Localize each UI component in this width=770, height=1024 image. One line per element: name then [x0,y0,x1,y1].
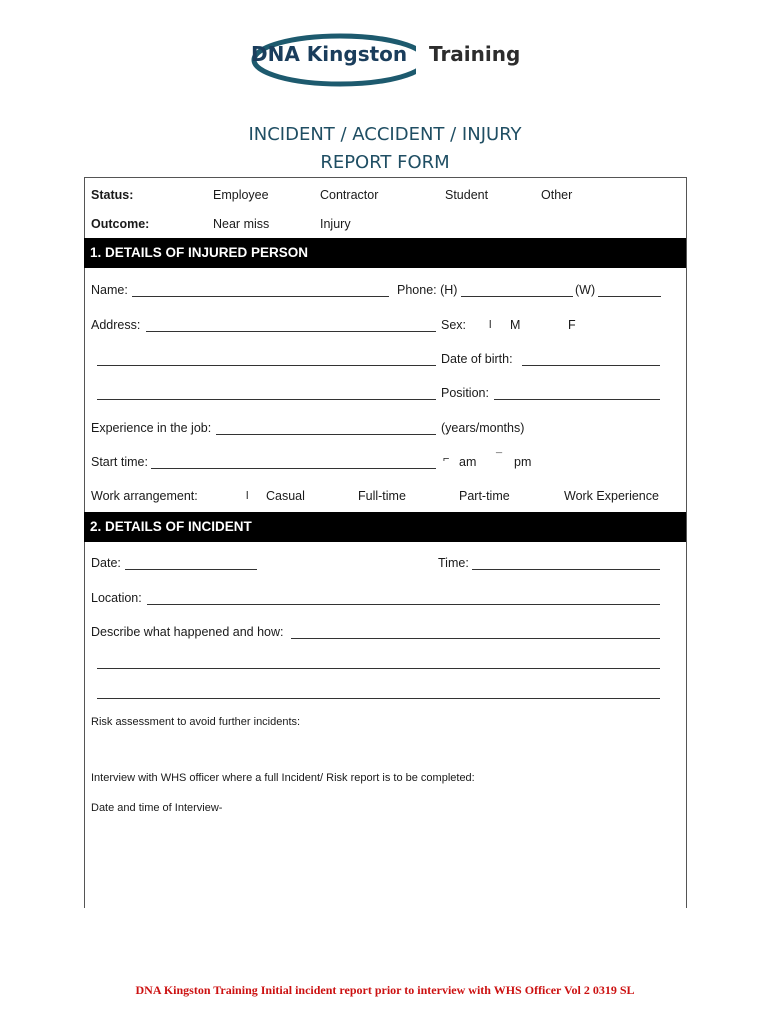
logo-text-dna-kingston: DNA Kingston [251,42,408,66]
dob-field[interactable] [522,365,660,366]
experience-unit: (years/months) [441,421,525,435]
section2-heading: 2. DETAILS OF INCIDENT [90,519,252,534]
work-option-work-experience[interactable]: Work Experience [564,489,659,503]
work-arrangement-checkbox-marker[interactable]: l [246,490,249,502]
status-option-employee[interactable]: Employee [213,188,269,202]
section1-heading: 1. DETAILS OF INJURED PERSON [90,245,309,260]
sex-option-f[interactable]: F [568,318,576,332]
location-field[interactable] [147,604,660,605]
work-option-casual[interactable]: Casual [266,489,305,503]
form-title-line1: INCIDENT / ACCIDENT / INJURY [248,124,522,145]
footer-note: DNA Kingston Training Initial incident report prior to interview with WHS Officer Vol 2 0319 SL [135,983,635,997]
work-option-full-time[interactable]: Full-time [358,489,406,503]
time-field[interactable] [472,569,660,570]
am-checkbox[interactable]: ⌐ [443,453,450,465]
form-title-line2: REPORT FORM [320,152,450,173]
company-logo [248,30,528,92]
address-label: Address: [91,318,141,332]
phone-home-field[interactable] [461,296,573,297]
logo-text-training: Training [429,42,521,66]
pm-checkbox[interactable]: ¯ [496,452,503,464]
experience-field[interactable] [216,434,436,435]
sex-checkbox-marker[interactable]: l [489,319,492,331]
interview-datetime-label: Date and time of Interview- [91,802,223,814]
work-arrangement-label: Work arrangement: [91,489,198,503]
phone-work-label: (W) [575,283,596,297]
phone-work-field[interactable] [598,296,661,297]
section2-header [84,512,686,542]
position-label: Position: [441,386,489,400]
location-label: Location: [91,591,142,605]
status-option-contractor[interactable]: Contractor [320,188,379,202]
work-option-part-time[interactable]: Part-time [459,489,510,503]
status-option-student[interactable]: Student [445,188,489,202]
describe-field-2[interactable] [97,668,660,669]
phone-home-label: Phone: (H) [397,283,458,297]
outcome-option-near-miss[interactable]: Near miss [213,217,270,231]
describe-label: Describe what happened and how: [91,625,284,639]
address-field-3[interactable] [97,399,436,400]
interview-label: Interview with WHS officer where a full Incident/ Risk report is to be completed: [91,772,475,784]
name-label: Name: [91,283,128,297]
describe-field-1[interactable] [291,638,660,639]
start-time-label: Start time: [91,455,148,469]
time-label: Time: [438,556,469,570]
sex-option-m[interactable]: M [510,318,521,332]
pm-label: pm [514,455,532,469]
date-label: Date: [91,556,121,570]
status-label: Status: [91,188,134,202]
experience-label: Experience in the job: [91,421,212,435]
dob-label: Date of birth: [441,352,513,366]
status-option-other[interactable]: Other [541,188,573,202]
form-frame [84,177,687,908]
am-label: am [459,455,477,469]
address-field-2[interactable] [97,365,436,366]
position-field[interactable] [494,399,660,400]
address-field-1[interactable] [146,331,436,332]
name-field[interactable] [132,296,389,297]
sex-label: Sex: [441,318,467,332]
section1-header [84,238,686,268]
describe-field-3[interactable] [97,698,660,699]
date-field[interactable] [125,569,257,570]
start-time-field[interactable] [151,468,436,469]
outcome-option-injury[interactable]: Injury [320,217,351,231]
outcome-label: Outcome: [91,217,150,231]
risk-assessment-label: Risk assessment to avoid further incidents: [91,716,301,728]
